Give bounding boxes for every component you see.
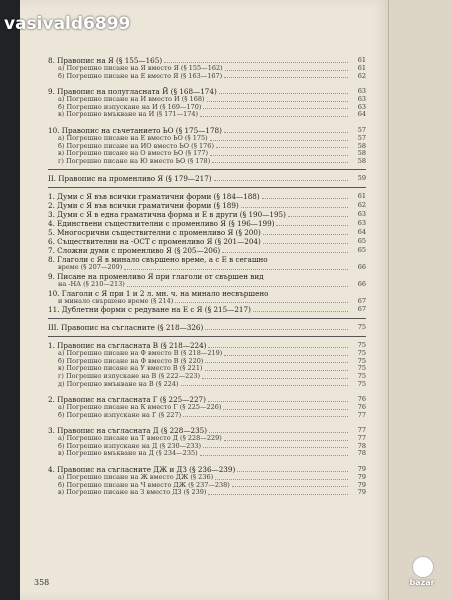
toc-page-number: 63 (357, 210, 366, 219)
toc-leader-dots (224, 132, 348, 133)
toc-entry-title: а) Погрешно писане на Е вместо ЬО (§ 175) (58, 134, 208, 142)
toc-section-entry (48, 395, 366, 404)
toc-entry-title: 9. Правопис на полугласната Й (§ 168—174) (48, 87, 217, 97)
toc-leader-dots (241, 207, 348, 208)
toc-section-entry (48, 255, 366, 264)
toc-page-number: 64 (357, 110, 366, 119)
toc-leader-dots (208, 494, 348, 495)
toc-page-number: 78 (357, 449, 366, 458)
bazar-logo (400, 556, 444, 592)
toc-entry-title: б) Погрешно изпускане на Й (§ 169—170) (58, 103, 202, 111)
toc-section-entry (48, 323, 366, 332)
toc-subentry (48, 412, 366, 420)
toc-page-number: 76 (357, 403, 366, 412)
toc-leader-dots (263, 243, 348, 244)
toc-page-number: 75 (357, 364, 366, 373)
toc-leader-dots (262, 198, 348, 199)
toc-page-number: 75 (357, 379, 366, 388)
page-number: 358 (34, 578, 50, 587)
toc-entry-title: а) Погрешно писане на И вместо Й (§ 168) (58, 96, 205, 104)
toc-entry-title: 11. Дублетни форми с редуване на Е с Я (§ 215—217) (48, 305, 251, 315)
toc-section-entry (48, 272, 366, 281)
toc-page-number: 62 (357, 71, 366, 80)
toc-entry-title: г) Погрешно писане на Ю вместо ЬО (§ 178) (58, 157, 211, 165)
toc-page-number: 79 (357, 465, 366, 474)
toc-section-entry (48, 201, 366, 210)
toc-page-number: 57 (357, 133, 366, 142)
toc-entry-title: на -НА (§ 210—213) (58, 280, 125, 288)
toc-section-entry (48, 426, 366, 435)
toc-entry-title: а) Погрешно писане на К вместо Г (§ 225—226) (58, 404, 222, 412)
toc-entry-title: в) Погрешно писане на У вместо В (§ 221) (58, 365, 203, 373)
toc-entry-title: а) Погрешно писане на Ж вместо ДЖ (§ 236) (58, 474, 214, 482)
toc-entry-title: 1. Правопис на съгласната В (§ 218—224) (48, 341, 207, 351)
toc-leader-dots (224, 355, 348, 356)
toc-page-number: 79 (357, 480, 366, 489)
toc-page-number: 58 (357, 149, 366, 158)
toc-page-number: 59 (357, 174, 366, 183)
toc-subentry (48, 150, 366, 158)
toc-leader-dots (203, 447, 348, 448)
toc-leader-dots (212, 162, 348, 163)
toc-page-number: 61 (357, 56, 366, 64)
toc-divider (48, 318, 366, 319)
toc-page-number: 75 (357, 356, 366, 365)
toc-subentry (48, 381, 366, 389)
toc-subentry (48, 96, 366, 104)
toc-subentry (48, 65, 366, 73)
toc-gap (48, 458, 366, 465)
toc-leader-dots (208, 401, 348, 402)
toc-page-number: 76 (357, 395, 366, 404)
toc-entry-title: а) Погрешно писане на Ф вместо В (§ 218—219) (58, 350, 223, 358)
toc-section-entry (48, 87, 366, 96)
toc-leader-dots (205, 329, 348, 330)
toc-leader-dots (224, 440, 348, 441)
toc-section-entry (48, 228, 366, 237)
toc-page-number: 61 (357, 64, 366, 72)
toc-page-number: 61 (357, 192, 366, 201)
toc-leader-dots (288, 216, 348, 217)
toc-leader-dots (181, 385, 348, 386)
toc-page-number: 67 (357, 296, 366, 305)
toc-leader-dots (124, 269, 348, 270)
toc-leader-dots (175, 302, 348, 303)
toc-leader-dots (216, 147, 348, 148)
logo-text: bazar (409, 578, 435, 587)
toc-leader-dots (210, 140, 348, 141)
toc-leader-dots (219, 93, 348, 94)
toc-entry-title: 10. Правопис на съчетанието ЬО (§ 175—178) (48, 125, 222, 135)
toc-subentry (48, 135, 366, 143)
toc-entry-title: г) Погрешно изпускане на В (§ 222—223) (58, 372, 201, 380)
toc-leader-dots (183, 416, 348, 417)
toc-entry-title: 8. Глаголи с Я в минало свършено време, а с Е в сегашно (48, 255, 268, 265)
toc-leader-dots (203, 108, 348, 109)
toc-page-number: 75 (357, 323, 366, 332)
toc-entry-title: б) Погрешно писане на Ф вместо В (§ 220) (58, 357, 204, 365)
toc-section-entry (48, 465, 366, 474)
toc-leader-dots (232, 486, 348, 487)
toc-subentry (48, 158, 366, 166)
toc-subentry (48, 264, 366, 272)
toc-section-entry (48, 192, 366, 201)
toc-subentry (48, 111, 366, 119)
toc-subentry (48, 489, 366, 497)
toc-subentry (48, 474, 366, 482)
toc-page-number: 79 (357, 473, 366, 482)
toc-gap (48, 80, 366, 87)
toc-section-entry (48, 56, 366, 65)
toc-subentry (48, 365, 366, 373)
toc-entry-title: 3. Думи с Я в една граматична форма и Е в други (§ 190—195) (48, 210, 286, 220)
toc-page-number: 77 (357, 434, 366, 443)
toc-leader-dots (225, 70, 348, 71)
toc-entry-title: б) Погрешно изпускане на Г (§ 227) (58, 411, 182, 419)
toc-page-number: 79 (357, 488, 366, 497)
toc-section-entry (48, 219, 366, 228)
toc-page-number: 63 (357, 95, 366, 104)
toc-section-entry (48, 174, 366, 183)
toc-entry-title: III. Правопис на съгласните (§ 218—326) (48, 323, 204, 333)
toc-entry-title: б) Погрешно изпускане на Д (§ 230—233) (58, 442, 202, 450)
toc-page-number: 63 (357, 219, 366, 228)
toc-entry-title: в) Погрешно писане на З вместо ДЗ (§ 239) (58, 489, 207, 497)
toc-page-number: 75 (357, 349, 366, 358)
toc-entry-title: 10. Глаголи с Я при 1 и 2 л. мн. ч. на минало несвършено (48, 288, 269, 298)
toc-page-number: 65 (357, 246, 366, 255)
toc-page-number: 65 (357, 237, 366, 246)
toc-divider (48, 336, 366, 337)
toc-leader-dots (209, 432, 348, 433)
toc-gap (48, 119, 366, 126)
toc-leader-dots (224, 77, 348, 78)
toc-divider (48, 169, 366, 170)
toc-leader-dots (214, 180, 348, 181)
toc-section-entry (48, 126, 366, 135)
toc-entry-title: 9. Писане на променливо Я при глаголи от свършен вид (48, 271, 264, 281)
toc-leader-dots (223, 409, 348, 410)
toc-subentry (48, 373, 366, 381)
toc-entry-title: 2. Думи с Я във всички граматични форми (§ 189) (48, 201, 239, 211)
toc-page-number: 78 (357, 441, 366, 450)
toc-leader-dots (276, 225, 348, 226)
table-of-contents (48, 56, 366, 497)
toc-leader-dots (215, 479, 348, 480)
toc-leader-dots (208, 347, 348, 348)
watermark-username: vasivald6899 (4, 14, 131, 34)
toc-entry-title: 4. Единствени съществителни с променливо Я (§ 196—199) (48, 219, 275, 229)
toc-page-number: 58 (357, 141, 366, 150)
toc-subentry (48, 143, 366, 151)
toc-page-number: 77 (357, 410, 366, 419)
toc-leader-dots (200, 455, 348, 456)
toc-subentry (48, 443, 366, 451)
toc-leader-dots (205, 362, 348, 363)
toc-entry-title: 5. Многосрични съществителни с променливо Я (§ 200) (48, 228, 261, 238)
toc-leader-dots (127, 286, 348, 287)
toc-section-entry (48, 246, 366, 255)
toc-gap (48, 388, 366, 395)
toc-section-entry (48, 341, 366, 350)
toc-entry-title: в) Погрешно писане на О вместо ЬО (§ 177) (58, 150, 209, 158)
toc-subentry (48, 404, 366, 412)
toc-entry-title: д) Погрешно вмъкване на В (§ 224) (58, 380, 179, 388)
toc-page-number: 63 (357, 87, 366, 96)
toc-page-number: 58 (357, 156, 366, 165)
toc-page-number: 77 (357, 426, 366, 435)
toc-entry-title: в) Погрешно вмъкване на Д (§ 234—235) (58, 450, 198, 458)
toc-entry-title: в) Погрешно вмъкване на Й (§ 171—174) (58, 111, 199, 119)
toc-entry-title: 8. Правопис на Я (§ 155—165) (48, 56, 163, 65)
toc-subentry (48, 104, 366, 112)
toc-gap (48, 419, 366, 426)
toc-entry-title: а) Погрешно писане на Т вместо Д (§ 228—229) (58, 435, 222, 443)
toc-entry-title: време (§ 207—209) (58, 264, 123, 272)
toc-entry-title: 7. Сложни думи с променливо Я (§ 205—206) (48, 246, 221, 256)
toc-subentry (48, 350, 366, 358)
toc-subentry (48, 73, 366, 81)
toc-section-entry (48, 305, 366, 314)
toc-section-entry (48, 210, 366, 219)
toc-entry-title: б) Погрешно писане на Е вместо Я (§ 163—167) (58, 72, 223, 80)
toc-page-number: 64 (357, 228, 366, 237)
toc-subentry (48, 435, 366, 443)
toc-leader-dots (205, 370, 349, 371)
toc-section-entry (48, 289, 366, 298)
toc-page-number: 75 (357, 371, 366, 380)
toc-entry-title: б) Погрешно писане на Ч вместо ДЖ (§ 237—238) (58, 481, 230, 489)
toc-entry-title: 2. Правопис на съгласната Г (§ 225—227) (48, 395, 206, 405)
toc-entry-title: а) Погрешно писане на Я вместо Я (§ 155—162) (58, 65, 223, 72)
toc-leader-dots (237, 471, 348, 472)
toc-subentry (48, 281, 366, 289)
toc-entry-title: и минало свършено време (§ 214) (58, 297, 174, 305)
toc-page-number: 75 (357, 341, 366, 350)
toc-entry-title: 6. Съществителни на -ОСТ с променливо Я (§ 201—204) (48, 237, 261, 247)
toc-leader-dots (222, 252, 348, 253)
toc-divider (48, 187, 366, 188)
toc-leader-dots (210, 155, 348, 156)
toc-page-number: 63 (357, 102, 366, 111)
toc-page-number: 57 (357, 125, 366, 134)
toc-subentry (48, 482, 366, 490)
toc-leader-dots (202, 378, 348, 379)
toc-subentry (48, 450, 366, 458)
toc-page-number: 66 (357, 263, 366, 272)
toc-leader-dots (200, 116, 348, 117)
toc-entry-title: б) Погрешно писане на ЙО вместо ЬО (§ 176) (58, 142, 214, 150)
toc-leader-dots (207, 101, 348, 102)
logo-icon (412, 556, 434, 578)
toc-entry-title: 4. Правопис на съгласните ДЖ и ДЗ (§ 236—239) (48, 465, 236, 475)
toc-section-entry (48, 237, 366, 246)
toc-page-number: 62 (357, 201, 366, 210)
toc-page-number: 67 (357, 305, 366, 314)
toc-leader-dots (253, 311, 348, 312)
toc-leader-dots (263, 234, 348, 235)
toc-subentry (48, 298, 366, 306)
toc-entry-title: 3. Правопис на съгласната Д (§ 228—235) (48, 426, 208, 436)
toc-entry-title: 1. Думи с Я във всички граматични форми (§ 184—188) (48, 192, 260, 202)
toc-entry-title: II. Правопис на променливо Я (§ 179—217) (48, 174, 212, 184)
toc-leader-dots (164, 62, 348, 63)
book-page-right (388, 0, 452, 600)
toc-page-number: 66 (357, 279, 366, 288)
toc-subentry (48, 358, 366, 366)
